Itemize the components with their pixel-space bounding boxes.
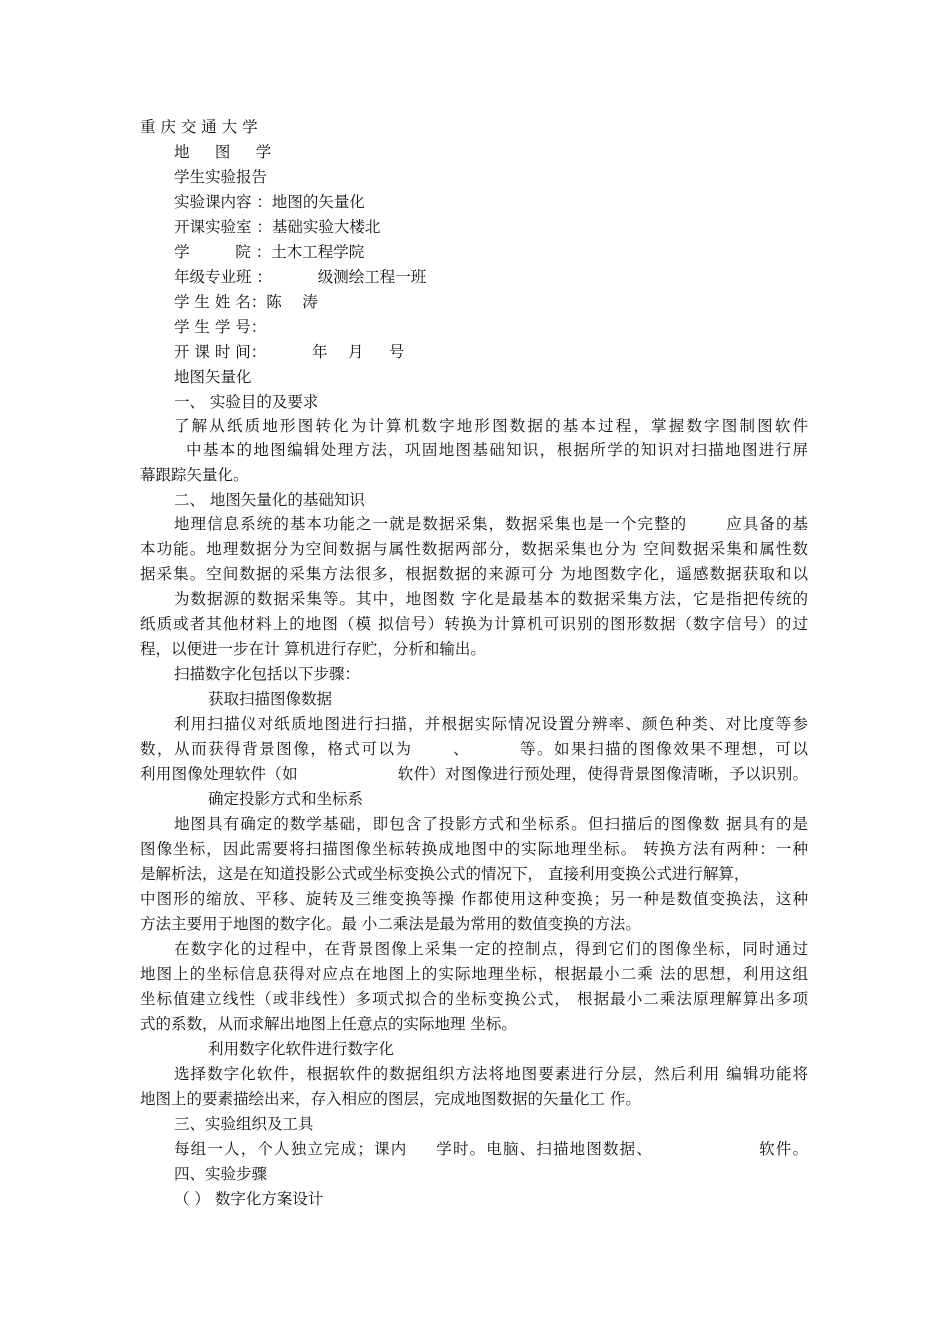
paragraph-line: 地理信息系统的基本功能之一就是数据采集，数据采集也是一个完整的 应具备的基 — [174, 515, 808, 533]
paragraph-line: 程，以便进一步在计 算机进行存贮，分析和输出。 — [140, 640, 486, 658]
subsection-heading: 确定投影方式和坐标系 — [208, 790, 364, 808]
paragraph-line: 是解析法，这是在知道投影公式或坐标变换公式的情况下， 直接利用变换公式进行解算， — [140, 865, 750, 883]
list-item: （ ） 数字化方案设计 — [174, 1190, 324, 1208]
paragraph-line: 地图上的坐标信息获得对应点在地图上的实际地理坐标，根据最小二乘 法的思想，利用这组 — [140, 965, 808, 983]
course-name: 地 图 学 — [174, 143, 272, 161]
paragraph-line: 纸质或者其他材料上的地图（模 拟信号）转换为计算机可识别的图形数据（数字信号）的过 — [140, 615, 808, 633]
document-title: 地图矢量化 — [174, 368, 252, 386]
section-heading: 三、实验组织及工具 — [174, 1115, 314, 1133]
section-heading: 一、 实验目的及要求 — [174, 393, 319, 411]
student-name: 学 生 姓 名：陈 涛 — [174, 293, 318, 311]
paragraph-line: 据采集。空间数据的采集方法很多，根据数据的来源可分 为地图数字化，遥感数据获取和以 — [140, 565, 808, 583]
paragraph-line: 地图具有确定的数学基础，即包含了投影方式和坐标系。但扫描后的图像数 据具有的是 — [174, 815, 808, 833]
paragraph-line: 式的系数，从而求解出地图上任意点的实际地理 坐标。 — [140, 1015, 517, 1033]
student-id: 学 生 学 号： — [174, 318, 267, 336]
paragraph-line: 中基本的地图编辑处理方法，巩固地图基础知识，根据所学的知识对扫描地图进行屏 — [186, 441, 808, 459]
section-heading: 四、实验步骤 — [174, 1165, 268, 1183]
paragraph-line: 地图上的要素描绘出来，存入相应的图层，完成地图数据的矢量化工 作。 — [140, 1090, 641, 1108]
paragraph-line: 坐标值建立线性（或非线性）多项式拟合的坐标变换公式， 根据最小二乘法原理解算出多项 — [140, 990, 808, 1008]
paragraph-line: 为数据源的数据采集等。其中，地图数 字化是最基本的数据采集方法，它是指把传统的 — [174, 590, 808, 608]
lab-room: 开课实验室 ：基础实验大楼北 — [174, 218, 381, 236]
class-name: 年级专业班 ： 级测绘工程一班 — [174, 268, 427, 286]
paragraph-line: 了解从纸质地形图转化为计算机数字地形图数据的基本过程，掌握数字图制图软件 — [174, 417, 808, 435]
paragraph-line: 在数字化的过程中，在背景图像上采集一定的控制点，得到它们的图像坐标，同时通过 — [174, 940, 808, 958]
paragraph-line: 利用图像处理软件（如 软件）对图像进行预处理，使得背景图像清晰，予以识别。 — [140, 765, 808, 783]
course-date: 开 课 时 间： 年 月 号 — [174, 343, 405, 361]
steps-intro: 扫描数字化包括以下步骤： — [174, 665, 361, 683]
paragraph-line: 数，从而获得背景图像，格式可以为 、 等。如果扫描的图像效果不理想，可以 — [140, 740, 808, 758]
experiment-content: 实验课内容 ：地图的矢量化 — [174, 193, 365, 211]
paragraph-line: 图像坐标，因此需要将扫描图像坐标转换成地图中的实际地理坐标。 转换方法有两种：一种 — [140, 840, 808, 858]
college: 学 院 ：土木工程学院 — [174, 243, 365, 261]
paragraph-line: 每组一人，个人独立完成；课内 学时。电脑、扫描地图数据、 软件。 — [174, 1140, 808, 1158]
subsection-heading: 利用数字化软件进行数字化 — [208, 1040, 395, 1058]
section-heading: 二、 地图矢量化的基础知识 — [174, 491, 365, 509]
report-type: 学生实验报告 — [174, 168, 268, 186]
paragraph-line: 本功能。地理数据分为空间数据与属性数据两部分，数据采集也分为 空间数据采集和属性数 — [140, 540, 808, 558]
paragraph-line: 方法主要用于地图的数字化。最 小二乘法是最为常用的数值变换的方法。 — [140, 915, 641, 933]
paragraph-line: 选择数字化软件，根据软件的数据组织方法将地图要素进行分层，然后利用 编辑功能将 — [174, 1065, 808, 1083]
subsection-heading: 获取扫描图像数据 — [208, 690, 333, 708]
paragraph-line: 幕跟踪矢量化。 — [140, 466, 249, 484]
paragraph-line: 利用扫描仪对纸质地图进行扫描，并根据实际情况设置分辨率、颜色种类、对比度等参 — [174, 715, 808, 733]
university-name: 重 庆 交 通 大 学 — [140, 118, 258, 136]
paragraph-line: 中图形的缩放、平移、旋转及三维变换等操 作都使用这种变换；另一种是数值变换法，这种 — [140, 890, 808, 908]
